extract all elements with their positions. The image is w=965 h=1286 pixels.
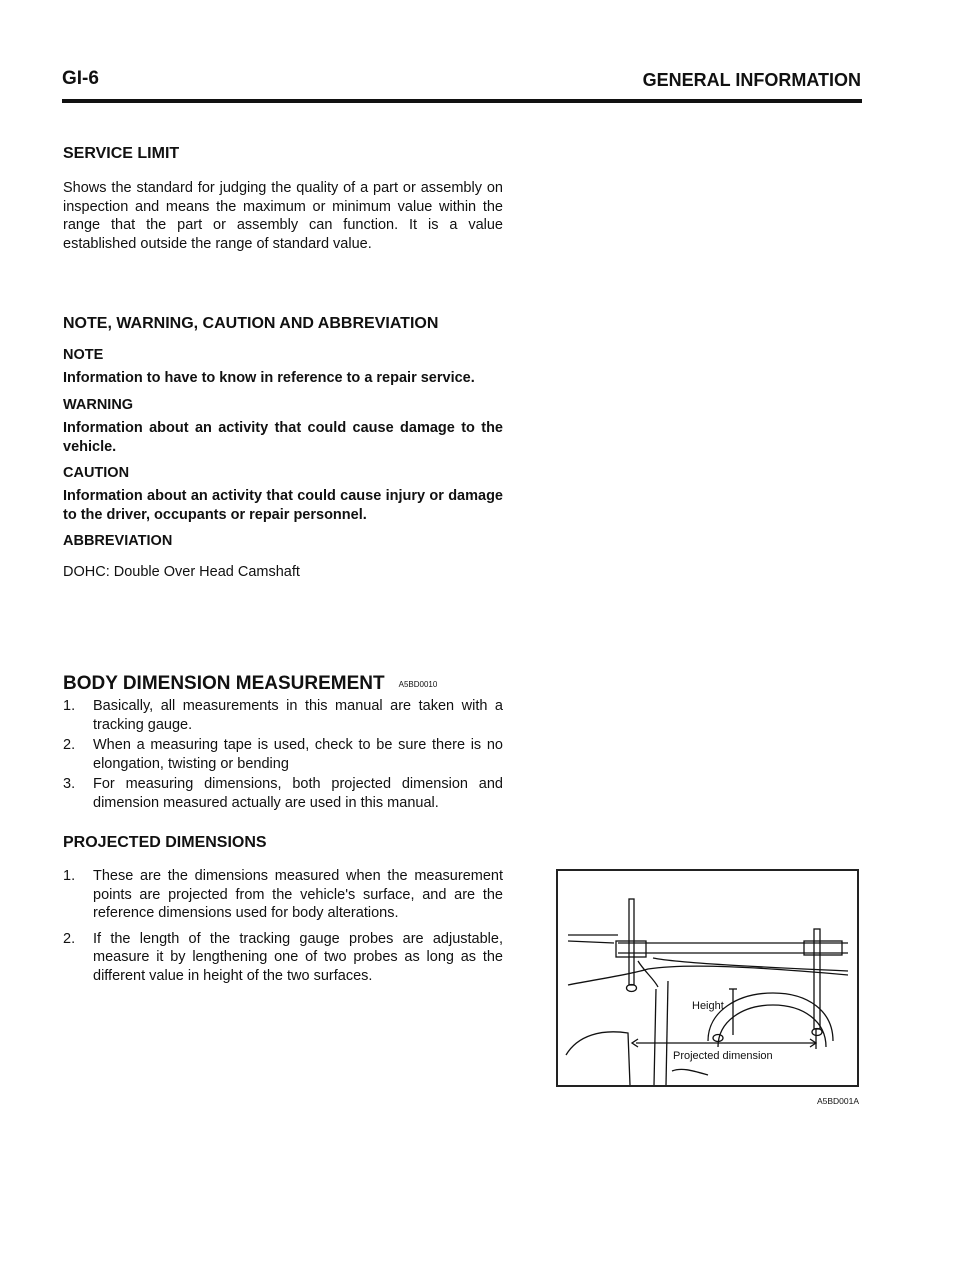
warning-label: WARNING [63, 397, 134, 413]
header-rule [62, 99, 862, 103]
page-number: GI-6 [62, 68, 99, 89]
projected-dimension-label: Projected dimension [673, 1050, 773, 1062]
service-limit-heading: SERVICE LIMIT [63, 145, 180, 162]
caution-label: CAUTION [63, 465, 130, 481]
body-dimension-title: BODY DIMENSION MEASUREMENT [63, 673, 385, 694]
projected-list [63, 867, 503, 985]
list-item: 2. When a measuring tape is used, check to be sure there is no elongation, twisting or bending [63, 737, 503, 772]
warning-text: Information about an activity that could cause damage to the vehicle. [63, 420, 503, 455]
caution-text: Information about an activity that could cause injury or damage to the driver, occupants or repair personnel. [63, 488, 503, 523]
note-label: NOTE [63, 347, 104, 363]
service-limit-body: Shows the standard for judging the quality of a part or assembly on inspection and means the maximum or minimum value within the range that the part or assembly can function. It is a value established outside the range of standard value. [63, 180, 503, 252]
abbreviation-label: ABBREVIATION [63, 533, 173, 549]
section-title: GENERAL INFORMATION [642, 70, 861, 90]
height-label: Height [692, 1000, 724, 1012]
body-dimension-code: A5BD0010 [398, 680, 438, 689]
body-dimension-list [63, 697, 503, 812]
figure-code: A5BD001A [816, 1096, 859, 1106]
note-text: Information to have to know in reference to a repair service. [63, 370, 475, 386]
tracking-gauge-figure [556, 869, 859, 1087]
tracking-gauge-illustration [558, 871, 857, 1085]
body-dimension-heading [63, 673, 437, 695]
list-item: 1. Basically, all measurements in this manual are taken with a tracking gauge. [63, 698, 503, 733]
note-section-heading: NOTE, WARNING, CAUTION AND ABBREVIATION [63, 315, 439, 332]
list-item: 2. If the length of the tracking gauge probes are adjustable, measure it by lengthening one of two probes as long as the different value in height of the two surfaces. [63, 930, 503, 984]
list-item: 3. For measuring dimensions, both projected dimension and dimension measured actually are used in this manual. [63, 776, 503, 811]
projected-heading: PROJECTED DIMENSIONS [63, 834, 267, 851]
abbreviation-text: DOHC: Double Over Head Camshaft [63, 564, 300, 580]
list-item: 1. These are the dimensions measured when the measurement points are projected from the vehicle's surface, and are the reference dimensions used for body alterations. [63, 868, 503, 921]
